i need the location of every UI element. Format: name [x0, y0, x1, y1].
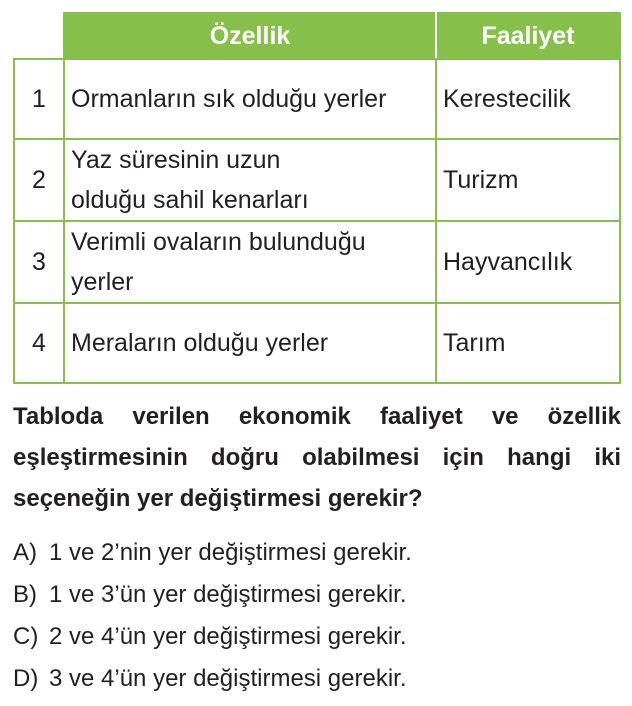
row-property: Verimli ovaların bulunduğu yerler — [64, 221, 436, 303]
answer-options — [13, 532, 412, 700]
table-header-activity: Faaliyet — [436, 13, 620, 59]
option-letter: D) — [13, 665, 39, 692]
row-property: Meraların olduğu yerler — [64, 303, 436, 383]
table-header-property: Özellik — [64, 13, 436, 59]
question-text: Tabloda verilen ekonomik faaliyet ve özellik eşleştirmesinin doğru olabilmesi için hangi iki seçeneğin yer değiştirmesi gerekir? — [13, 403, 621, 512]
option-text: 3 ve 4’ün yer değiştirmesi gerekir. — [49, 665, 407, 692]
table-row — [14, 59, 620, 139]
option-a[interactable] — [13, 532, 412, 574]
table-row — [14, 303, 620, 383]
row-property: Ormanların sık olduğu yerler — [64, 59, 436, 139]
matching-table — [13, 12, 621, 384]
row-number: 4 — [14, 303, 64, 383]
table-row — [14, 221, 620, 303]
row-property: Yaz süresinin uzun olduğu sahil kenarları — [64, 139, 436, 221]
table-header-row — [14, 13, 620, 59]
option-c[interactable] — [13, 616, 412, 658]
option-text: 2 ve 4’ün yer değiştirmesi gerekir. — [49, 623, 407, 650]
option-text: 1 ve 3’ün yer değiştirmesi gerekir. — [49, 581, 407, 608]
table-row — [14, 139, 620, 221]
row-number: 2 — [14, 139, 64, 221]
option-text: 1 ve 2’nin yer değiştirmesi gerekir. — [49, 539, 412, 566]
option-letter: C) — [13, 623, 39, 650]
row-activity: Hayvancılık — [436, 221, 620, 303]
table-header-blank — [14, 13, 64, 59]
row-activity: Turizm — [436, 139, 620, 221]
option-letter: B) — [13, 581, 37, 608]
option-b[interactable] — [13, 574, 412, 616]
row-number: 3 — [14, 221, 64, 303]
row-activity: Tarım — [436, 303, 620, 383]
row-activity: Kerestecilik — [436, 59, 620, 139]
option-d[interactable] — [13, 658, 412, 700]
row-number: 1 — [14, 59, 64, 139]
option-letter: A) — [13, 539, 37, 566]
